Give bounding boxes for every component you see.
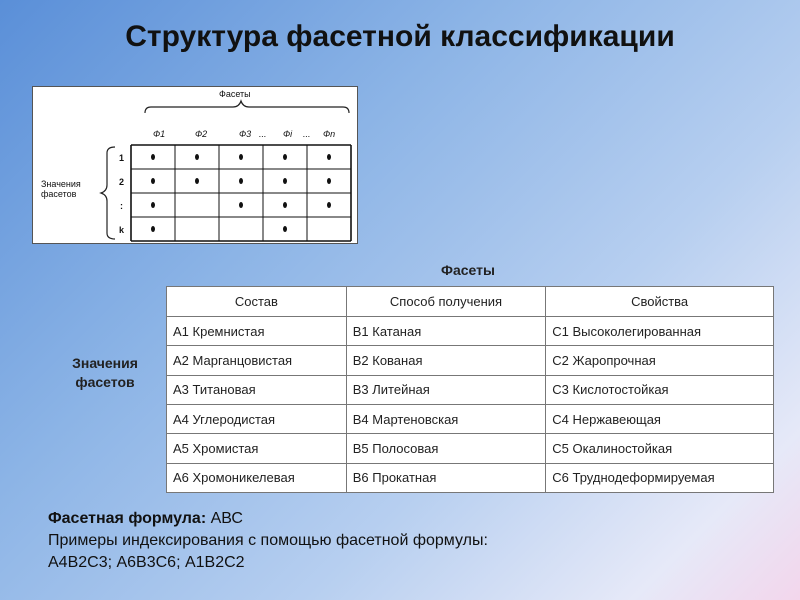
grid-mark bbox=[239, 154, 243, 160]
diagram-row-1: 1 bbox=[119, 153, 125, 163]
grid-mark bbox=[151, 226, 155, 232]
formula-value: АВС bbox=[206, 510, 243, 527]
grid-mark bbox=[283, 154, 287, 160]
table-cell: С3 Кислотостойкая bbox=[546, 375, 774, 404]
table-cell: А3 Титановая bbox=[167, 375, 347, 404]
facets-caption: Фасеты bbox=[441, 262, 495, 278]
diagram-side-label-line2: фасетов bbox=[41, 189, 77, 199]
top-brace bbox=[145, 101, 349, 113]
examples-label: Примеры индексирования с помощью фасетной формулы: bbox=[48, 532, 488, 549]
formula-label: Фасетная формула: bbox=[48, 510, 207, 527]
column-header-properties: Свойства bbox=[546, 287, 774, 317]
diagram-row-k: k bbox=[119, 225, 125, 235]
diagram-facets-label: Фасеты bbox=[219, 89, 251, 99]
grid-mark bbox=[327, 202, 331, 208]
grid-mark bbox=[283, 226, 287, 232]
table-cell: С6 Труднодеформируемая bbox=[546, 463, 774, 492]
table-row bbox=[167, 434, 774, 463]
table-row bbox=[167, 346, 774, 375]
page-title: Структура фасетной классификации bbox=[125, 20, 675, 53]
table-cell: С2 Жаропрочная bbox=[546, 346, 774, 375]
grid-mark bbox=[151, 178, 155, 184]
table-cell: А1 Кремнистая bbox=[167, 317, 347, 346]
diagram-side-label-line1: Значения bbox=[41, 179, 81, 189]
table-cell: А5 Хромистая bbox=[167, 434, 347, 463]
grid-mark bbox=[283, 202, 287, 208]
examples-value: А4В2С3; А6В3С6; А1В2С2 bbox=[48, 554, 245, 571]
grid-mark bbox=[283, 178, 287, 184]
diagram-header-fi: Фi bbox=[283, 129, 293, 139]
diagram-row-dots: : bbox=[120, 201, 123, 211]
diagram-header-ellipsis2: ... bbox=[303, 129, 311, 139]
table-cell: В1 Катаная bbox=[346, 317, 546, 346]
table-cell: В3 Литейная bbox=[346, 375, 546, 404]
facet-table bbox=[166, 286, 774, 493]
table-cell: В2 Кованая bbox=[346, 346, 546, 375]
grid-mark bbox=[239, 178, 243, 184]
grid-mark bbox=[195, 178, 199, 184]
formula-block bbox=[48, 508, 488, 574]
diagram-header-f2: Ф2 bbox=[195, 129, 208, 139]
table-cell: А6 Хромоникелевая bbox=[167, 463, 347, 492]
table-cell: С1 Высоколегированная bbox=[546, 317, 774, 346]
values-caption-line1: Значения bbox=[72, 355, 138, 371]
diagram-row-2: 2 bbox=[119, 177, 125, 187]
facet-grid bbox=[33, 87, 359, 245]
table-header-row bbox=[167, 287, 774, 317]
grid-mark bbox=[327, 178, 331, 184]
column-header-composition: Состав bbox=[167, 287, 347, 317]
values-caption-line2: фасетов bbox=[75, 374, 135, 390]
formula-line bbox=[48, 508, 488, 530]
grid-mark bbox=[239, 202, 243, 208]
left-brace bbox=[101, 147, 115, 239]
diagram-header-f3: Ф3 bbox=[239, 129, 252, 139]
grid-mark bbox=[327, 154, 331, 160]
table-cell: А4 Углеродистая bbox=[167, 404, 347, 433]
table-row bbox=[167, 375, 774, 404]
table-cell: А2 Марганцовистая bbox=[167, 346, 347, 375]
table-row bbox=[167, 463, 774, 492]
grid-mark bbox=[151, 202, 155, 208]
diagram-header-fn: Фn bbox=[323, 129, 336, 139]
table-cell: В5 Полосовая bbox=[346, 434, 546, 463]
grid-mark bbox=[151, 154, 155, 160]
values-caption bbox=[50, 354, 160, 392]
table-row bbox=[167, 404, 774, 433]
facet-diagram bbox=[32, 86, 358, 244]
grid-mark bbox=[195, 154, 199, 160]
table-row bbox=[167, 317, 774, 346]
table-cell: В4 Мартеновская bbox=[346, 404, 546, 433]
table-cell: С5 Окалиностойкая bbox=[546, 434, 774, 463]
column-header-method: Способ получения bbox=[346, 287, 546, 317]
diagram-side-label bbox=[41, 179, 81, 199]
table-cell: В6 Прокатная bbox=[346, 463, 546, 492]
diagram-header-ellipsis1: ... bbox=[259, 129, 267, 139]
table-cell: С4 Нержавеющая bbox=[546, 404, 774, 433]
diagram-header-f1: Ф1 bbox=[153, 129, 166, 139]
